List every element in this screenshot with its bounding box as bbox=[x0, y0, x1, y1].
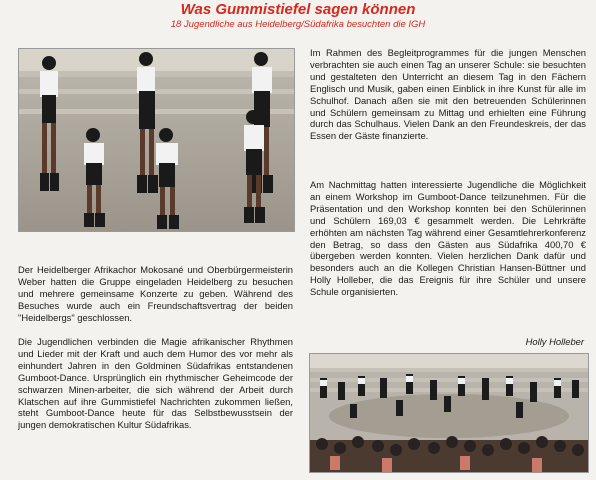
author-signature: Holly Holleber bbox=[525, 336, 584, 347]
left-paragraph-1: Der Heidelberger Afrikachor Mokosané und Oberbürgermeisterin Weber hatten die Gruppe eingeladen Heidelberg zu besuchen und mehrere gemeinsame Konzerte zu geben. Während des Besuches wurde auch ein Freundschaftsvertrag der beiden "Heidelbergs" geschlossen. bbox=[18, 264, 293, 323]
article-subtitle: 18 Jugendliche aus Heidelberg/Südafrika besuchten die IGH bbox=[170, 19, 426, 30]
left-paragraph-2: Die Jugendlichen verbinden die Magie afrikanischer Rhythmen und Lieder mit der Kraft und auch dem Humor des vor mehr als einhundert Jahren in den Goldminen Südafrikas entstandenen Gumboot-Dance. Ursprünglich ein rhythmischer Geheimcode der schwarzen Minen-arbeiter, die sich während der Arbeit durch Klatschen auf ihre Gummistiefel Nachrichten zukommen ließen, steht Gumboot-Dance heute für das Selbstbewusstsein der jungen demokratischen Kultur Südafrikas. bbox=[18, 336, 293, 431]
dancers-photo bbox=[18, 48, 295, 232]
article-title: Was Gummistiefel sagen können bbox=[180, 1, 416, 18]
right-paragraph-2: Am Nachmittag hatten interessierte Jugendliche die Möglichkeit an einem Workshop im Gumboot-Dance teilzunehmen. Für die Präsentation und den Workshop konnten bei den Schülerinnen und Schülern 169,03 € gesammelt werden. Die Lehrkräfte erhöhten am nächsten Tag während einer Gesamtlehrerkonferenz den Betrag, so dass den Gästen aus Südafrika 400,70 € übergeben werden konnten. Vielen herzlichen Dank dafür und besonders auch an die Kollegen Christian Hansen-Büttner und Holly Holleber, die das Ereignis für ihre Schüler und unsere Schule organisierten. bbox=[310, 179, 586, 298]
right-paragraph-1: Im Rahmen des Begleitprogrammes für die jungen Menschen verbrachten sie auch einen Tag an unserer Schule: sie besuchten und gestalteten den Unterricht an diesem Tag in den Fächern Englisch und Musik, gaben einen Einblick in ihre Kunst für alle im Schulhof. Danach aßen sie mit den betreuenden Schülerinnen und Schülern gemeinsam zu Mittag und erhielten eine Führung durch das Schulhaus. Vielen Dank an den Freundeskreis, der das Essen der Gäste finanzierte. bbox=[310, 47, 586, 142]
performance-photo bbox=[309, 353, 589, 473]
